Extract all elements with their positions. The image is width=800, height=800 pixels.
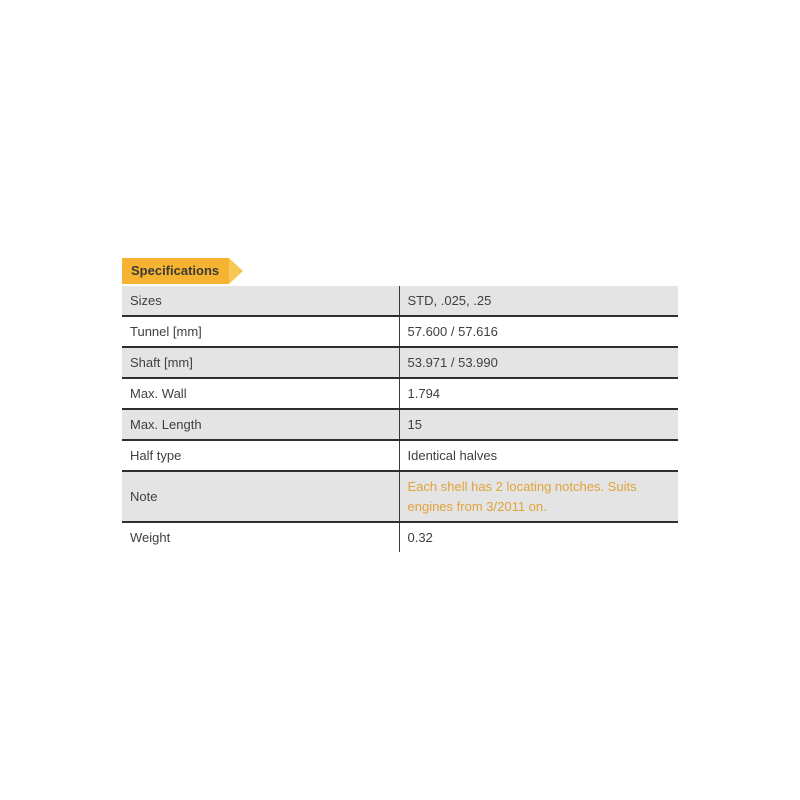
spec-value-note: Each shell has 2 locating notches. Suits engines from 3/2011 on. <box>399 471 678 522</box>
spec-label: Half type <box>122 440 399 471</box>
spec-label: Tunnel [mm] <box>122 316 399 347</box>
table-row <box>122 409 678 440</box>
spec-value: STD, .025, .25 <box>399 286 678 316</box>
table-row-note <box>122 471 678 522</box>
spec-value: 15 <box>399 409 678 440</box>
spec-label: Sizes <box>122 286 399 316</box>
table-row <box>122 347 678 378</box>
spec-value: 53.971 / 53.990 <box>399 347 678 378</box>
specifications-ribbon <box>122 258 229 284</box>
spec-label: Max. Wall <box>122 378 399 409</box>
table-row <box>122 316 678 347</box>
specifications-section <box>122 258 678 552</box>
spec-label: Shaft [mm] <box>122 347 399 378</box>
spec-value: 1.794 <box>399 378 678 409</box>
spec-value: 0.32 <box>399 522 678 552</box>
spec-value: 57.600 / 57.616 <box>399 316 678 347</box>
spec-label: Note <box>122 471 399 522</box>
table-row <box>122 522 678 552</box>
table-row <box>122 378 678 409</box>
table-row <box>122 286 678 316</box>
spec-label: Max. Length <box>122 409 399 440</box>
table-row <box>122 440 678 471</box>
specifications-title: Specifications <box>131 263 220 278</box>
spec-value: Identical halves <box>399 440 678 471</box>
specifications-table <box>122 286 678 552</box>
spec-label: Weight <box>122 522 399 552</box>
